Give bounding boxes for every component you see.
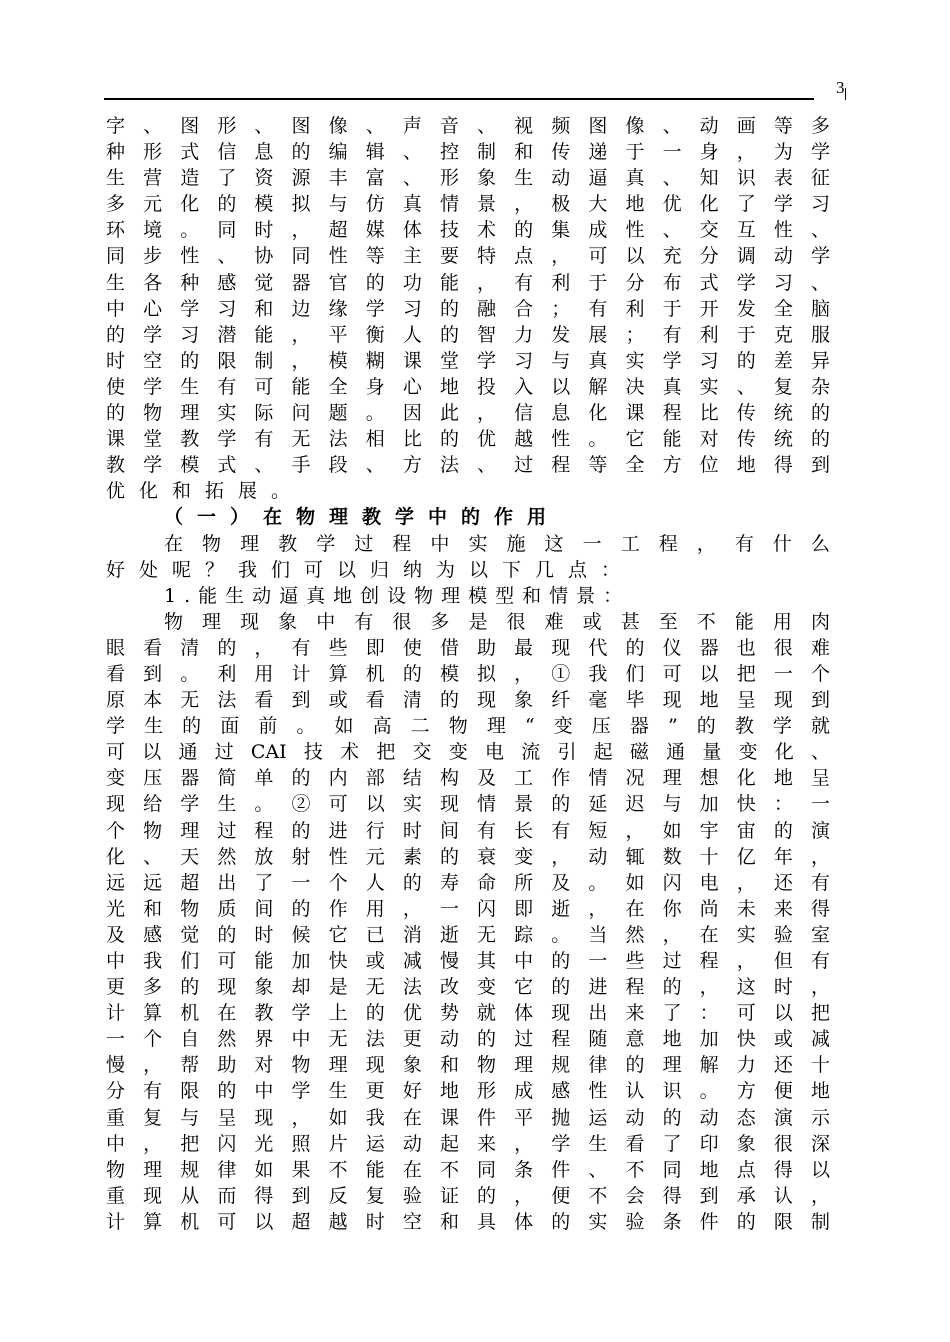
- text-line: 远远超出了一个人的寿命所及。如闪电，还有: [106, 871, 830, 894]
- text-line: 的物理实际问题。因此，信息化课程比传统的: [106, 402, 830, 425]
- text-line: 种形式信息的编辑、控制和传递于一身，为学: [106, 141, 830, 164]
- text-line: 光和物质间的作用，一闪即逝，在你尚未来得: [106, 897, 830, 920]
- text-line: 化、天然放射性元素的衰变，动辄数十亿年，: [106, 845, 830, 868]
- header-rule: [104, 98, 814, 100]
- text-line: 生各种感觉器官的功能，有利于分布式学习、: [106, 271, 830, 294]
- text-line: 学生的面前。如高二物理“变压器”的教学就: [106, 715, 830, 738]
- text-line: 中我们可能加快或减慢其中的一些过程，但有: [106, 950, 830, 972]
- text-line: 可以通过CAI技术把交变电流引起磁通量变化、: [106, 741, 830, 764]
- text-line: 看到。利用计算机的模拟，①我们可以把一个: [106, 662, 830, 685]
- text-line: 物理规律如果不能在不同条件、不同地点得以: [106, 1158, 830, 1181]
- text-line: 分有限的中学生更好地形成感性认识。方便地: [106, 1080, 830, 1103]
- header-rule-tick: [845, 88, 846, 100]
- text-line: 的学习潜能，平衡人的智力发展；有利于克服: [106, 323, 830, 346]
- text-line: （一）在物理教学中的作用: [164, 506, 561, 529]
- text-line: 多元化的模拟与仿真情景，极大地优化了学习: [106, 193, 830, 216]
- text-line: 在物理教学过程中实施这一工程，有什么: [164, 532, 830, 555]
- page-number: 3: [836, 78, 845, 97]
- text-line: 计算机在教学上的优势就体现出来了：可以把: [106, 1002, 830, 1025]
- text-line: 教学模式、手段、方法、过程等全方位地得到: [106, 454, 830, 477]
- text-line: 重现从而得到反复验证的，便不会得到承认，: [106, 1184, 830, 1207]
- text-line: 时空的限制，模糊课堂学习与真实学习的差异: [106, 349, 830, 372]
- text-line: 计算机可以超越时空和具体的实验条件的限制: [106, 1210, 830, 1233]
- text-line: 使学生有可能全身心地投入以解决真实、复杂: [106, 375, 830, 398]
- text-line: 环境。同时，超媒体技术的集成性、交互性、: [106, 219, 830, 242]
- text-line: 同步性、协同性等主要特点，可以充分调动学: [106, 245, 830, 268]
- text-line: 变压器简单的内部结构及工作情况理想化地呈: [106, 767, 830, 790]
- body-text: [106, 113, 830, 1235]
- text-line: 现给学生。②可以实现情景的延迟与加快：一: [106, 793, 830, 816]
- text-line: 物理现象中有很多是很难或甚至不能用肉: [164, 610, 830, 633]
- text-line: 原本无法看到或看清的现象纤毫毕现地呈现到: [106, 689, 830, 712]
- text-line: 重复与呈现，如我在课件平抛运动的动态演示: [106, 1106, 830, 1129]
- text-line: 字、图形、图像、声音、视频图像、动画等多: [106, 115, 830, 137]
- text-line: 课堂教学有无法相比的优越性。它能对传统的: [106, 428, 830, 451]
- text-line: 好处呢？我们可以归纳为以下几点：: [106, 558, 635, 581]
- text-line: 个物理过程的进行时间有长有短，如宇宙的演: [106, 819, 830, 842]
- text-line: 更多的现象却是无法改变它的进程的，这时，: [106, 976, 830, 999]
- text-line: 眼看清的，有些即使借助最现代的仪器也很难: [106, 636, 830, 659]
- text-line: 生营造了资源丰富、形象生动逼真、知识表征: [106, 167, 830, 190]
- text-line: 优化和拓展。: [106, 480, 305, 503]
- text-line: 一个自然界中无法更动的过程随意地加快或减: [106, 1028, 830, 1051]
- text-line: 中，把闪光照片运动起来，学生看了印象很深: [106, 1132, 830, 1155]
- text-line: 1.能生动逼真地创设物理模型和情景：: [164, 584, 631, 607]
- text-line: 中心学习和边缘学习的融合；有利于开发全脑: [106, 297, 830, 320]
- text-line: 及感觉的时候它已消逝无踪。当然，在实验室: [106, 923, 830, 946]
- text-line: 慢，帮助对物理现象和物理规律的理解力还十: [106, 1054, 830, 1077]
